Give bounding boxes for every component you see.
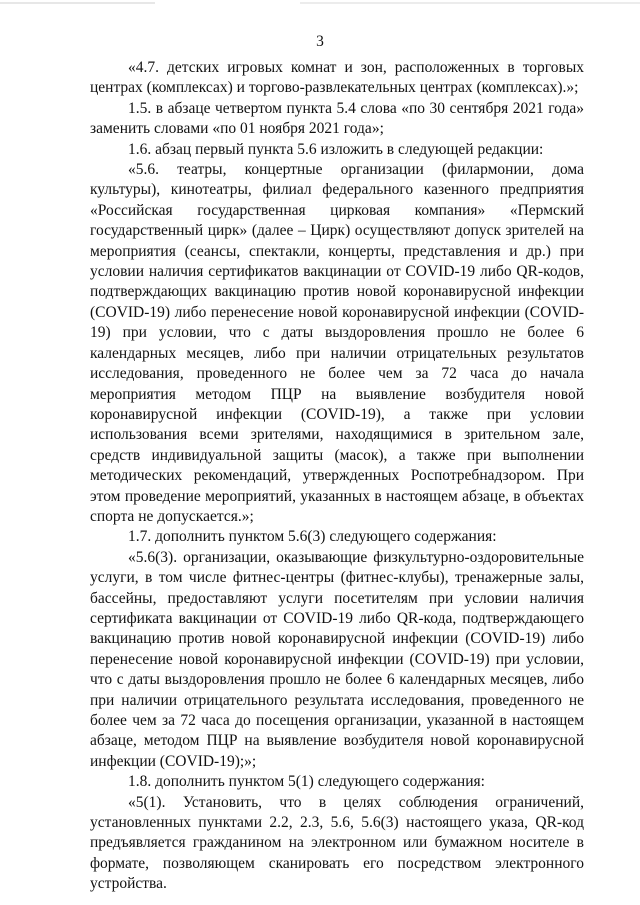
page-number: 3: [316, 33, 324, 50]
paragraph-amendment-1-5: 1.5. в абзаце четвертом пункта 5.4 слова «по 30 сентября 2021 года» заменить словами «по 01 ноября 2021 года»;: [90, 99, 584, 138]
paragraph-amendment-1-8: 1.8. дополнить пунктом 5(1) следующего содержания:: [128, 773, 485, 791]
paragraph-item-5-6-3: «5.6(3). организации, оказывающие физкультурно-оздоровительные услуги, в том числе фитнес-центры (фитнес-клубы), тренажерные залы, бассейны, предоставляют услуги посетителям при условии наличия сертификата вакцинации от COVID-19 либо QR-кода, подтверждающего вакцинацию против новой коронавирусной инфекции (COVID-19) либо перенесение новой коронавирусной инфекции (COVID-19) при условии, что с даты выздоровления прошло не более 6 календарных месяцев, либо при наличии отрицательного результата исследования, проведенного не более чем за 72 часа до посещения организации, указанной в настоящем абзаце, методом ПЦР на выявление возбудителя новой коронавирусной инфекции (COVID-19);»;: [90, 548, 584, 770]
paragraph-item-5-6: «5.6. театры, концертные организации (филармонии, дома культуры), кинотеатры, филиал федерального казенного предприятия «Российская государственная цирковая компания» «Пермский государственный цирк» (далее – Цирк) осуществляют допуск зрителей на мероприятия (сеансы, спектакли, концерты, представления и др.) при условии наличия сертификатов вакцинации от COVID-19 либо QR-кодов, подтверждающих вакцинацию против новой коронавирусной инфекции (COVID-19) либо перенесение новой коронавирусной инфекции (COVID-19) при условии, что с даты выздоровления прошло не более 6 календарных месяцев, либо при наличии отрицательных результатов исследования, проведенного не более чем за 72 часа до начала мероприятия методом ПЦР на выявление возбудителя новой коронавирусной инфекции (COVID-19), а также при условии использования всеми зрителями, находящимися в зрительном зале, средств индивидуальной защиты (масок), а также при выполнении методических рекомендаций, утвержденных Роспотребнадзором. При этом проведение мероприятий, указанных в настоящем абзаце, в объектах спорта не допускается.»;: [90, 161, 584, 525]
paragraph-item-5-1: «5(1). Установить, что в целях соблюдения ограничений, установленных пунктами 2.2, 2.3, 5.6, 5.6(3) настоящего указа, QR-код предъявляется гражданином на электронном или бумажном носителе в формате, позволяющем сканировать его посредством электронного устройства.: [90, 793, 584, 893]
paragraph-item-4-7: «4.7. детских игровых комнат и зон, расположенных в торговых центрах (комплексах) и торгово-развлекательных центрах (комплексах).»;: [90, 59, 584, 97]
document-body: [90, 58, 584, 895]
paragraph-amendment-1-6: 1.6. абзац первый пункта 5.6 изложить в следующей редакции:: [128, 140, 544, 158]
paragraph-amendment-1-7: 1.7. дополнить пунктом 5.6(3) следующего содержания:: [128, 528, 497, 546]
